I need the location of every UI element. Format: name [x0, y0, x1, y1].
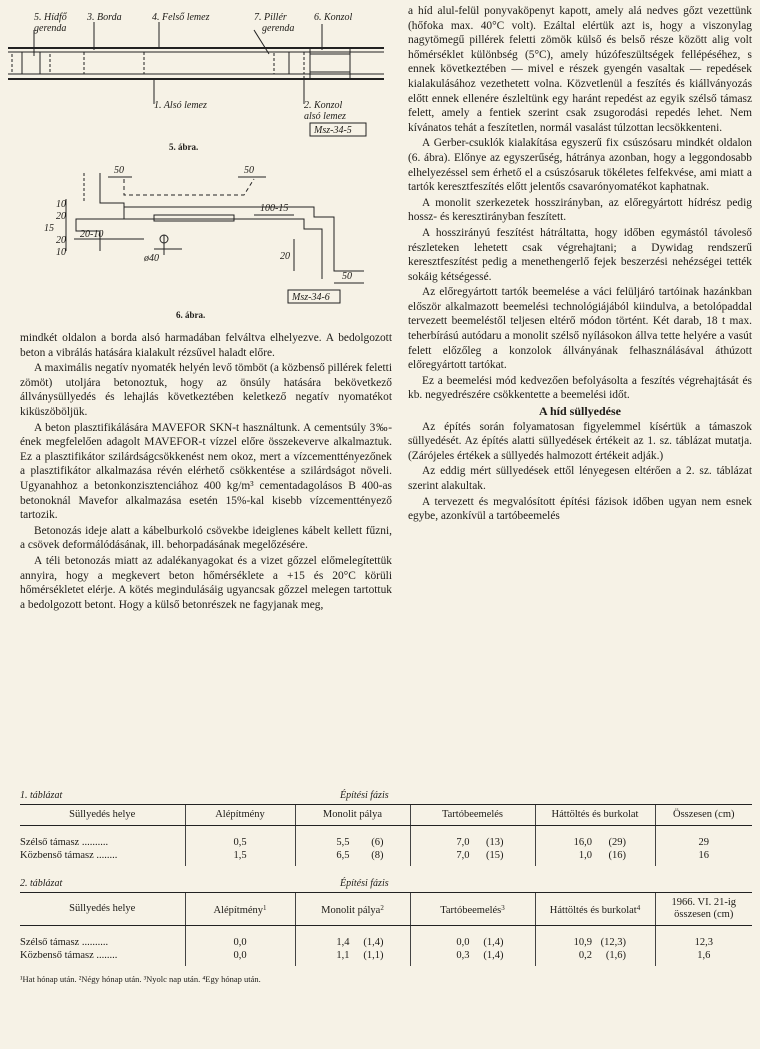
fig6-dim-15: 15 — [44, 223, 54, 234]
fig5-label-also-lemez: 1. Alsó lemez — [154, 100, 207, 111]
table-2-row-1-hattoltes-cum: (12,3) — [600, 937, 626, 948]
table-2-row-2-place: Közbenső támasz ........ — [20, 950, 118, 961]
table-1-row-1-tarto: 7,0 — [456, 837, 470, 848]
table-1-col-place: Süllyedés helye — [20, 805, 185, 826]
table-row — [20, 849, 752, 866]
table-2-row-1-alepitmeny: 0,0 — [185, 936, 295, 949]
fig5-stamp: Msz-34-5 — [314, 125, 352, 136]
table-2-col-hattoltes-sup: 4 — [636, 903, 641, 912]
right-paragraph-2: A Gerber-csuklók kialakítása egyszerű fix csúszósaru mindkét oldalon (6. ábra). Előnye az egyszerűség, hátránya azonban, hogy a leggondosabb elhelyezéssel sem érhető el a csúszósaruk tökéletes felfekvése, ami miatt a tartók keresztfeszítés előtt jelentős csavarónyomatékot kaphatnak. — [408, 137, 752, 194]
table-1-row-2-alepitmeny: 1,5 — [185, 849, 295, 866]
table-2-col-tarto-label: Tartóbeemelés — [440, 904, 502, 916]
table-2-footnote: ¹Hat hónap után. ²Négy hónap után. ³Nyolc nap után. ⁴Egy hónap után. — [20, 974, 261, 984]
fig5-label-konzol-2: 2. Konzol — [304, 100, 343, 111]
figure-5-caption: 5. ábra. — [169, 142, 199, 152]
fig5-label-borda: 3. Borda — [87, 12, 122, 23]
table-2-row-2-tarto: 0,3 — [456, 950, 470, 961]
right-paragraph-9: A tervezett és megvalósított építési fázisok időben ugyan nem esnek egybe, azonkívül a tartóbeemelés — [408, 495, 752, 523]
table-1-row-2-monolit-cum: (8) — [371, 850, 384, 861]
fig6-dim-20-b: 20 — [56, 235, 66, 246]
table-2-col-hattoltes — [535, 893, 655, 926]
left-paragraph-2: A maximális negatív nyomaték helyén levő tömböt (a közbenső pillérek feletti zömöt) utoljára betonoztuk, hogy az önsúly hatására bekövetkező állványsüllyedés és lehajlás következtében keletkező negatív nyomatékot kiküszöböljük. — [20, 362, 392, 418]
table-row — [20, 936, 752, 949]
table-2-row-2-total: 1,6 — [655, 949, 752, 966]
table-2-row-1-total: 12,3 — [655, 936, 752, 949]
right-paragraph-4: A hosszirányú feszítést hátráltatta, hogy időben egymástól távoleső részleteken lehetett csak végrehajtani; a Dywidag rendszerű keresztfeszítést pedig a menethengerlő fejek beszerzési nehézségei tették sokáig kétségessé. — [408, 226, 752, 283]
table-1-row-1-tarto-cum: (13) — [486, 837, 504, 848]
table-1-row-2-hattoltes-cum: (16) — [608, 850, 626, 861]
table-1-col-osszesen: Összesen (cm) — [655, 805, 752, 826]
table-2-col-hattoltes-label: Háttöltés és burkolat — [549, 904, 637, 916]
table-2 — [20, 892, 752, 966]
fig5-label-hidfo: 5. Hídfő — [34, 12, 67, 23]
fig6-dim-10: 10 — [56, 199, 66, 210]
right-paragraph-8: Az eddig mért süllyedések ettől lényegesen eltérően a 2. sz. táblázat szerint alakultak. — [408, 465, 752, 492]
fig5-label-gerenda-right: gerenda — [262, 23, 295, 34]
table-1-col-alepitmeny: Alépítmény — [185, 805, 295, 826]
section-heading: A híd süllyedése — [538, 404, 622, 419]
table-1-phase-label: Építési fázis — [340, 790, 389, 801]
fig5-label-felso-lemez: 4. Felső lemez — [152, 12, 210, 23]
table-1-row-2-tarto-cum: (15) — [486, 850, 504, 861]
table-2-col-osszesen — [655, 893, 752, 926]
table-2-row-2-alepitmeny: 0,0 — [185, 949, 295, 966]
fig6-dim-20-a: 20 — [56, 211, 66, 222]
right-column-text — [408, 4, 752, 524]
table-2-col-tartobeemeles — [410, 893, 535, 926]
table-1-row-1-hattoltes: 16,0 — [573, 837, 592, 848]
table-1-label: 1. táblázat — [20, 790, 63, 801]
fig5-label-gerenda-left: gerenda — [34, 23, 67, 34]
table-1-row-1-monolit-cum: (6) — [371, 837, 384, 848]
left-paragraph-1: mindkét oldalon a borda alsó harmadában felváltva elhelyezve. A bedolgozott beton a vibrálás hatására kialakult rézsűvel haladt előre. — [20, 332, 392, 359]
table-1 — [20, 804, 752, 866]
right-paragraph-3: A monolit szerkezetek hosszirányban, az előregyártott hídrész pedig hossz- és keresztirányban feszített. — [408, 196, 752, 224]
left-column-text — [20, 331, 392, 612]
right-paragraph-5: Az előregyártott tartók beemelése a váci felüljáró tartóinak hazánkban először alkalmazott beemelési technológiájából kiindulva, a betolópaddal tervezett beemeléstől teljesen eltérő módon történt. Két darab, 18 t max. teherbírású autódaru a monolit szélső nyílásokon állva tette helyére a vasút felett előzőleg a konzolok állványának felhasználásával áthúzott előregyártott tartókat. — [408, 286, 752, 372]
table-2-row-1-monolit-cum: (1,4) — [363, 937, 384, 948]
table-1-col-monolit: Monolit pálya — [295, 805, 410, 826]
right-paragraph-7: Az építés során folyamatosan figyelemmel kísértük a támaszok süllyedését. Az építés alatti süllyedések értékeit az 1. sz. táblázat mutatja. (Zárójeles értékek a süllyedés halmozott értékeit adják.) — [408, 420, 752, 462]
table-2-col-monolit — [295, 893, 410, 926]
table-2-col-tarto-sup: 3 — [501, 903, 505, 912]
table-row — [20, 949, 752, 966]
table-1-row-2-hattoltes: 1,0 — [578, 850, 592, 861]
table-2-row-1-hattoltes: 10,9 — [573, 937, 592, 948]
table-1-row-2-monolit: 6,5 — [336, 850, 350, 861]
fig5-label-konzol: 6. Konzol — [314, 12, 353, 23]
fig6-dim-50-top-left: 50 — [114, 165, 124, 176]
fig6-dim-100-15: 100-15 — [260, 203, 289, 214]
table-row — [20, 836, 752, 849]
fig6-dim-50-bottom: 50 — [342, 271, 352, 282]
table-2-row-2-monolit-cum: (1,1) — [363, 950, 384, 961]
table-2-col-place-label: Süllyedés helye — [69, 903, 136, 914]
table-2-col-alepitmeny-label: Alépítmény — [213, 904, 264, 916]
table-2-col-osszesen-label: 1966. VI. 21-ig összesen (cm) — [671, 897, 737, 920]
table-1-row-2-place: Közbenső támasz ........ — [20, 850, 118, 861]
table-1-row-1-monolit: 5,5 — [336, 837, 350, 848]
table-1-row-2-tarto: 7,0 — [456, 850, 470, 861]
fig6-dim-diameter: ø40 — [144, 253, 159, 264]
table-2-row-1-monolit: 1,4 — [336, 937, 350, 948]
table-2-row-1-place: Szélső támasz .......... — [20, 937, 109, 948]
right-paragraph-6: Ez a beemelési mód kedvezően befolyásolta a feszítés végrehajtását és kb. negyedrészére csökkentette a beemelési időt. — [408, 374, 752, 402]
table-2-label: 2. táblázat — [20, 878, 63, 889]
figure-5-drawing — [4, 4, 390, 149]
table-2-col-monolit-label: Monolit pálya — [321, 904, 381, 916]
table-1-row-1-total: 29 — [655, 836, 752, 849]
table-1-col-tartobeemeles: Tartóbeemelés — [410, 805, 535, 826]
fig6-stamp: Msz-34-6 — [292, 292, 330, 303]
figure-6-caption: 6. ábra. — [176, 310, 206, 320]
table-2-header — [20, 878, 752, 892]
table-2-row-2-hattoltes: 0,2 — [578, 950, 592, 961]
table-1-row-1-alepitmeny: 0,5 — [185, 836, 295, 849]
left-paragraph-3: A beton plasztifikálására MAVEFOR SKN-t használtunk. A cementsúly 3‰-ének megfelelően adagolt MAVEFOR-t vízzel előre összekeverve alkalmaztuk. Ez a plasztifikátor szilárdságcsökkenést nem okoz, mert a vízcementtényezőnek a plasztifikátor alkalmazása révén elérhető csökkentése a szilárdságot növeli. Ugyanahhoz a betonkonzisztenciához 400 kg/m³ cementadagolásos B 400-as betonoknál Mavefor alkalmazása esetén 15%-kal kisebb vízcementtényező tartozik. — [20, 421, 392, 522]
table-2-col-alepitmeny — [185, 893, 295, 926]
table-2-col-alepitmeny-sup: 1 — [263, 903, 267, 912]
right-paragraph-1: a híd alul-felül ponyvaköpenyt kapott, amely alá nedves gőzt vezettünk (hőfoka max. 40°C volt). Ezáltal elértük azt is, hogy a viszonylag nagytömegű pillérek feletti zömök külső és belső része között alig volt hőmérséklet különbség (5°C), amely húzófeszültségek fellépéséhez, s ennek következtében — mivel e részek gyengén vasaltak — repedések kialakulásához vezethetett volna. Közvetlenül a feszítés és kiállványozás előtt ennek ellenére észleltünk egy haránt repedést az egyik szélső támasz felett, amely a fentiek szerint csak zsugorodási repedés lehet. Nem kívánatos tehát a feszítetlen, normál vasalást túlzottan lecsökkenteni. — [408, 5, 752, 134]
left-paragraph-5: A téli betonozás miatt az adalékanyagokat és a vizet gőzzel előmelegítettük annyira, hogy a megkevert beton hőmérséklete a +15 és 20°C körüli hőmérsékletet elérje. A kötés megindulásáig ugyancsak gőzzel melegen tartottuk a bedolgozott betont. Hogy a külső betonrészek ne fagyjanak meg, — [20, 554, 392, 611]
fig6-dim-10-b: 10 — [56, 247, 66, 258]
figure-6-drawing — [4, 159, 390, 309]
table-1-col-hattoltes: Háttöltés és burkolat — [535, 805, 655, 826]
table-1-row-1-hattoltes-cum: (29) — [608, 837, 626, 848]
figures-area — [4, 4, 390, 330]
tables-area — [20, 790, 752, 984]
table-2-col-place — [20, 893, 185, 926]
table-2-row-2-hattoltes-cum: (1,6) — [605, 950, 626, 961]
fig6-dim-50-top-right: 50 — [244, 165, 254, 176]
fig6-dim-20-right: 20 — [280, 251, 290, 262]
table-2-col-monolit-sup: 2 — [380, 903, 384, 912]
fig5-label-also-lemez-2: alsó lemez — [304, 111, 346, 122]
table-2-row-2-monolit: 1,1 — [336, 950, 350, 961]
table-1-header — [20, 790, 752, 804]
left-paragraph-4: Betonozás ideje alatt a kábelburkoló csövekbe ideiglenes kábelt kellett fűzni, a csövek deformálódásának, ill. behorpadásának megelőzésére. — [20, 524, 392, 552]
table-2-row-1-tarto-cum: (1,4) — [483, 937, 504, 948]
table-1-row-1-place: Szélső támasz .......... — [20, 837, 109, 848]
fig5-label-piller: 7. Pillér — [254, 12, 287, 23]
fig6-dim-20-10: 20-10 — [80, 229, 104, 240]
table-2-row-2-tarto-cum: (1,4) — [483, 950, 504, 961]
table-1-row-2-total: 16 — [655, 849, 752, 866]
table-2-phase-label: Építési fázis — [340, 878, 389, 889]
table-2-row-1-tarto: 0,0 — [456, 937, 470, 948]
